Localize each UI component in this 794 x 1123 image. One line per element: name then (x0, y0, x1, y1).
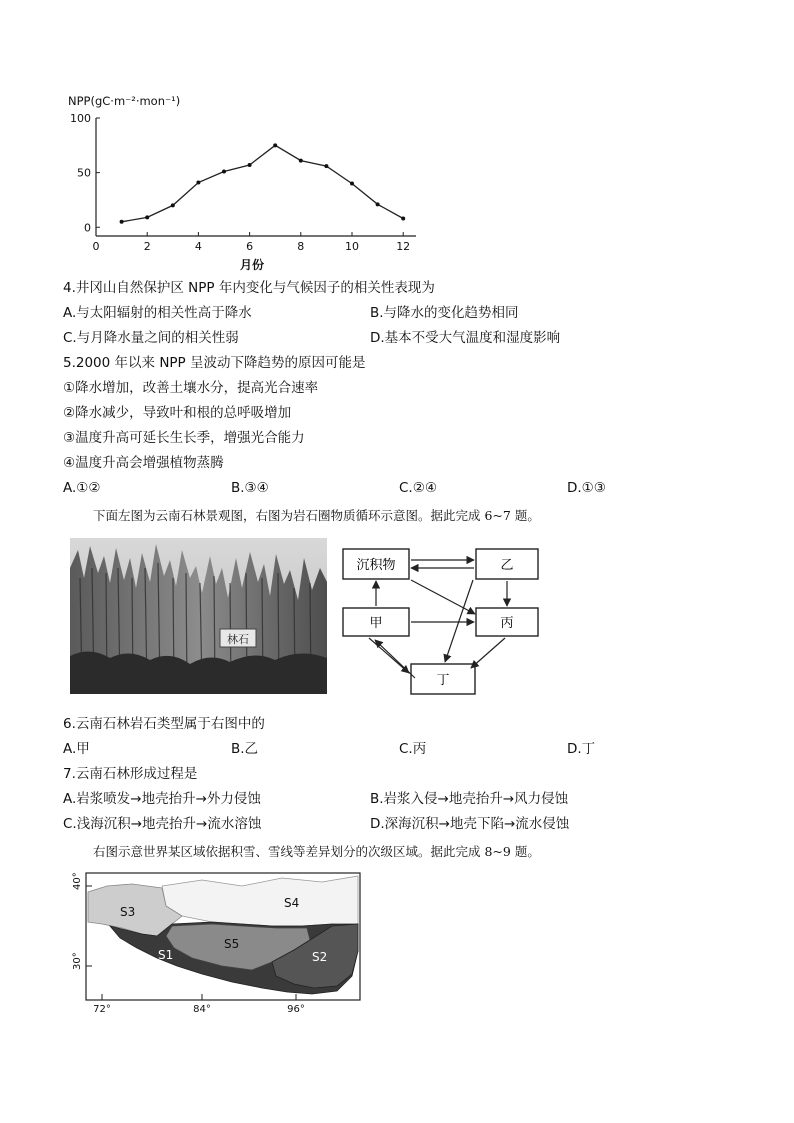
q6-option-c[interactable]: C.丙 (399, 741, 427, 757)
npp-point-month-3 (171, 203, 175, 207)
npp-point-month-1 (120, 220, 124, 224)
npp-point-month-4 (196, 180, 200, 184)
q6-option-b[interactable]: B.乙 (231, 741, 259, 757)
q4-stem: 4.井冈山自然保护区 NPP 年内变化与气候因子的相关性表现为 (63, 280, 435, 296)
npp-point-month-8 (299, 159, 303, 163)
q5-statement-2: ②降水减少，导致叶和根的总呼吸增加 (63, 405, 292, 421)
q7-option-d[interactable]: D.深海沉积→地壳下陷→流水侵蚀 (370, 816, 570, 832)
q5-stem: 5.2000 年以来 NPP 呈波动下降趋势的原因可能是 (63, 355, 366, 371)
q4-option-b[interactable]: B.与降水的变化趋势相同 (370, 305, 519, 321)
q6-option-d[interactable]: D.丁 (567, 741, 596, 757)
q7-option-b[interactable]: B.岩浆入侵→地壳抬升→风力侵蚀 (370, 791, 569, 807)
label-jia: 甲 (369, 616, 383, 631)
q4-option-c[interactable]: C.与月降水量之间的相关性弱 (63, 330, 239, 346)
q5-option-b[interactable]: B.③④ (231, 480, 269, 496)
npp-series-line (122, 145, 404, 222)
chart-x-tick-label: 4 (194, 240, 202, 253)
npp-point-month-2 (145, 215, 149, 219)
q7-option-a[interactable]: A.岩浆喷发→地壳抬升→外力侵蚀 (63, 791, 261, 807)
q4-option-a[interactable]: A.与太阳辐射的相关性高于降水 (63, 305, 252, 321)
q5-statement-4: ④温度升高会增强植物蒸腾 (63, 455, 224, 471)
npp-point-month-9 (324, 164, 328, 168)
lon-84: 84° (193, 1004, 211, 1015)
intro-q6-7: 下面左图为云南石林景观图，右图为岩石圈物质循环示意图。据此完成 6~7 题。 (93, 508, 540, 523)
label-s1: S1 (158, 948, 174, 962)
chart-xlabel: 月份 (240, 258, 265, 272)
label-s3: S3 (120, 905, 136, 919)
chart-y-tick-label: 0 (84, 221, 91, 235)
q5-option-d[interactable]: D.①③ (567, 480, 606, 496)
label-s5: S5 (224, 937, 240, 951)
npp-point-month-6 (248, 163, 252, 167)
chart-ylabel: NPP(gC·m⁻²·mon⁻¹) (68, 94, 181, 108)
npp-point-month-11 (376, 202, 380, 206)
chart-y-tick-label: 100 (70, 112, 91, 125)
npp-point-month-5 (222, 170, 226, 174)
lat-30: 30° (72, 952, 83, 970)
chart-x-tick-label: 6 (246, 240, 254, 253)
label-sediment: 沉积物 (356, 558, 396, 573)
npp-line-chart (60, 88, 440, 273)
npp-point-month-12 (401, 217, 405, 221)
label-s2: S2 (312, 950, 328, 964)
lon-96: 96° (287, 1004, 305, 1015)
stone-forest-sign-text: 林石 (227, 633, 249, 646)
q5-option-c[interactable]: C.②④ (399, 480, 437, 496)
chart-x-tick-label: 8 (297, 240, 305, 253)
q5-option-a[interactable]: A.①② (63, 480, 101, 496)
label-yi: 乙 (500, 558, 514, 573)
q6-stem: 6.云南石林岩石类型属于右图中的 (63, 716, 265, 732)
npp-point-month-10 (350, 182, 354, 186)
q5-statement-3: ③温度升高可延长生长季，增强光合能力 (63, 430, 305, 446)
npp-point-month-7 (273, 143, 277, 147)
intro-q8-9: 右图示意世界某区域依据积雪、雪线等差异划分的次级区域。据此完成 8~9 题。 (93, 844, 540, 859)
label-s4: S4 (284, 896, 300, 910)
q7-option-c[interactable]: C.浅海沉积→地壳抬升→流水溶蚀 (63, 816, 262, 832)
q4-option-d[interactable]: D.基本不受大气温度和湿度影响 (370, 330, 561, 346)
label-bing: 丙 (500, 616, 514, 631)
rock-cycle-diagram (333, 538, 553, 698)
chart-x-tick-label: 2 (143, 240, 151, 253)
chart-x-tick-label: 10 (345, 240, 359, 253)
label-ding: 丁 (436, 673, 450, 688)
snow-region-map (62, 866, 364, 1018)
lon-72: 72° (93, 1004, 111, 1015)
chart-x-tick-label: 12 (396, 240, 411, 253)
lat-40: 40° (72, 872, 83, 890)
stone-forest-photo (70, 538, 327, 694)
chart-x-tick-label: 0 (92, 240, 100, 253)
q5-statement-1: ①降水增加，改善土壤水分，提高光合速率 (63, 380, 319, 396)
q6-option-a[interactable]: A.甲 (63, 741, 90, 757)
q7-stem: 7.云南石林形成过程是 (63, 766, 198, 782)
chart-y-tick-label: 50 (77, 166, 91, 180)
